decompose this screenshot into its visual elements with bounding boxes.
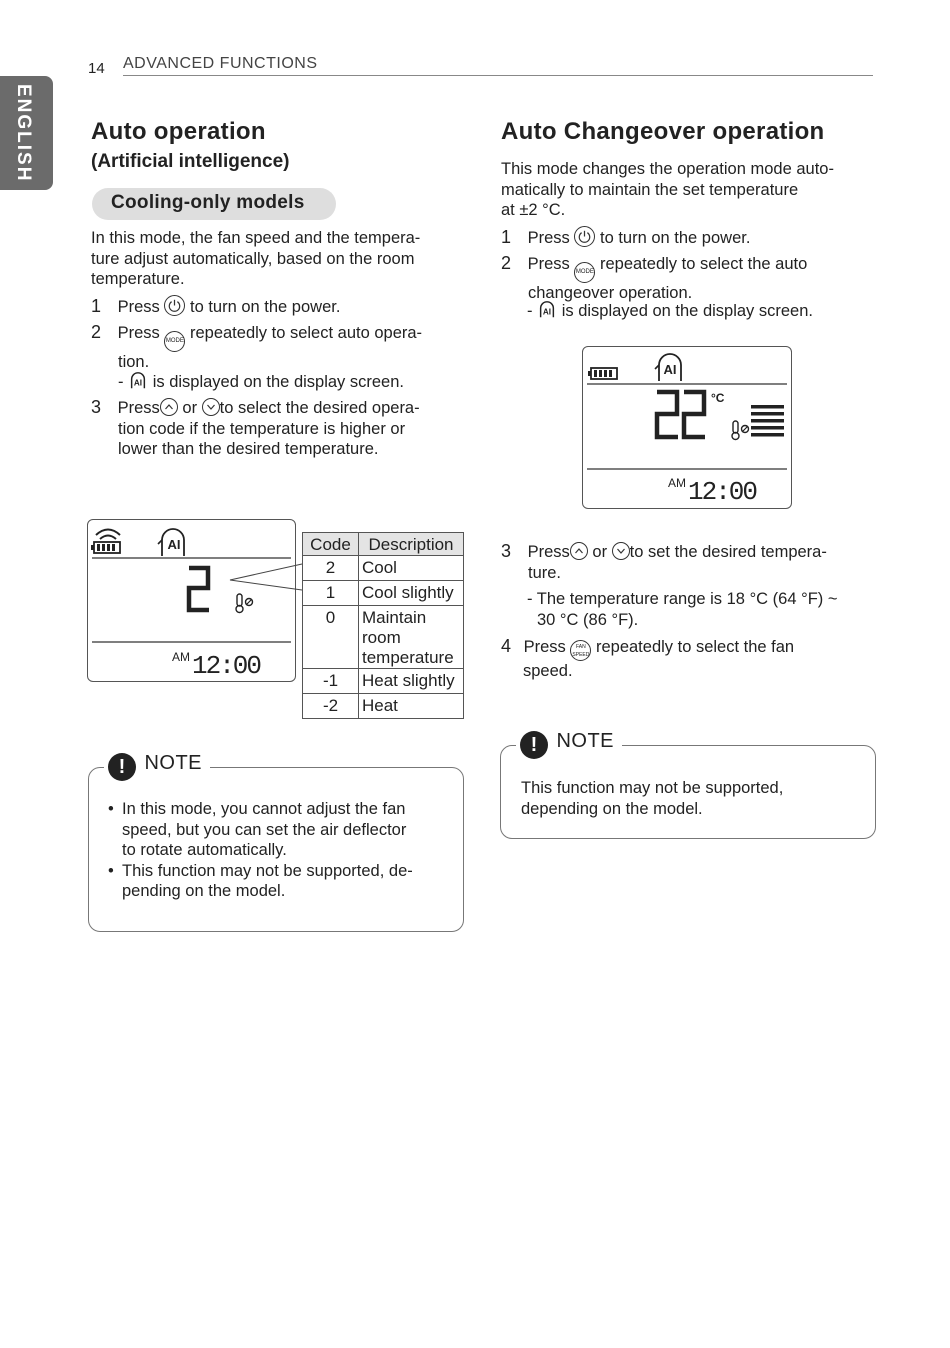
- right-title: Auto Changeover operation: [501, 118, 825, 145]
- left-lcd-display: [87, 519, 296, 682]
- note-title: NOTE: [552, 730, 618, 752]
- thermometer-icon: [236, 594, 253, 613]
- ai-icon: [537, 300, 557, 320]
- celsius-unit: °C: [711, 391, 725, 405]
- am-label: AM: [668, 476, 686, 490]
- table-row: -1 Heat slightly: [303, 669, 464, 694]
- up-arrow-icon: [570, 542, 588, 560]
- exclamation-icon: !: [108, 753, 136, 781]
- callout-lines: [228, 563, 304, 593]
- left-intro: In this mode, the fan speed and the tempera- ture adjust automatically, based on the room temperature.: [91, 229, 421, 288]
- left-note-body: [108, 799, 453, 902]
- down-arrow-icon: [202, 398, 220, 416]
- fan-speed-bars-icon: [751, 405, 784, 437]
- left-subtitle: (Artificial intelligence): [91, 151, 290, 172]
- fan-speed-button-icon: FAN SPEED: [570, 640, 591, 661]
- mode-button-icon: MODE: [574, 262, 595, 283]
- left-step-1: 1 Press to turn on the power.: [91, 296, 341, 316]
- svg-text:AI: AI: [167, 537, 181, 552]
- header-rule: [123, 75, 873, 76]
- right-intro: This mode changes the operation mode auto- matically to maintain the set temperature at ±2 °C.: [501, 160, 834, 219]
- mode-button-icon: MODE: [164, 331, 185, 352]
- signal-icon: [96, 530, 120, 540]
- battery-icon: [588, 368, 617, 379]
- temperature-digits: [657, 392, 705, 437]
- svg-text:AI: AI: [543, 307, 552, 317]
- language-tab: [0, 76, 53, 190]
- ai-icon: [655, 354, 681, 381]
- ai-icon: [128, 371, 148, 391]
- note-bullet: • This function may not be supported, de- pending on the model.: [108, 861, 413, 900]
- right-lcd-display: [582, 346, 792, 509]
- table-header-row: [303, 533, 464, 556]
- thermometer-icon: [732, 421, 749, 440]
- code-table: [302, 532, 464, 719]
- am-label: AM: [172, 650, 190, 664]
- svg-text:AI: AI: [663, 362, 677, 377]
- table-header-code: Code: [303, 533, 359, 556]
- code-digit-2: [189, 568, 209, 610]
- clock-time: 12:00: [688, 477, 757, 507]
- right-step-2-sub: - AI is displayed on the display screen.: [527, 302, 813, 320]
- exclamation-icon: !: [520, 731, 548, 759]
- section-title: ADVANCED FUNCTIONS: [123, 55, 318, 72]
- right-note-header: [516, 730, 622, 759]
- left-step-3: 3 Press or to select the desired opera- tion code if the temperature is higher or lower than the desired temperature.: [91, 397, 420, 458]
- svg-text:AI: AI: [134, 378, 143, 388]
- left-step-2: 2 Press MODE repeatedly to select auto opera- tion.: [91, 322, 423, 371]
- pill-label: Cooling-only models: [111, 192, 305, 213]
- table-row: 1 Cool slightly: [303, 581, 464, 606]
- left-step-2-sub: - AI is displayed on the display screen.: [118, 373, 404, 391]
- note-title: NOTE: [140, 752, 206, 774]
- right-step-3: 3 Press or to set the desired tempera- ture.: [501, 541, 827, 582]
- ai-icon: [158, 529, 184, 556]
- up-arrow-icon: [160, 398, 178, 416]
- power-icon: [574, 226, 595, 247]
- left-title: Auto operation: [91, 118, 266, 145]
- language-tab-label: ENGLISH: [13, 84, 34, 183]
- left-note-header: [104, 752, 210, 781]
- table-row: 0 Maintain room temperature: [303, 606, 464, 669]
- table-row: -2 Heat: [303, 694, 464, 719]
- right-note-body: This function may not be supported, depending on the model.: [521, 779, 784, 818]
- battery-icon: [91, 542, 120, 553]
- table-row: 2 Cool: [303, 556, 464, 581]
- table-header-description: Description: [359, 533, 464, 556]
- power-icon: [164, 295, 185, 316]
- page-number: 14: [88, 60, 105, 77]
- down-arrow-icon: [612, 542, 630, 560]
- cooling-only-pill: [92, 188, 336, 220]
- right-step-4: 4 Press FAN SPEED repeatedly to select the fan speed.: [501, 636, 795, 680]
- clock-time: 12:00: [192, 651, 261, 681]
- right-step-3-sub: - The temperature range is 18 °C (64 °F) ~ 30 °C (86 °F).: [527, 590, 838, 629]
- right-step-1: 1 Press to turn on the power.: [501, 227, 751, 247]
- note-bullet: • In this mode, you cannot adjust the fan speed, but you can set the air deflector to rotate automatically.: [108, 800, 407, 859]
- right-step-2: 2 Press MODE repeatedly to select the auto changeover operation.: [501, 253, 808, 302]
